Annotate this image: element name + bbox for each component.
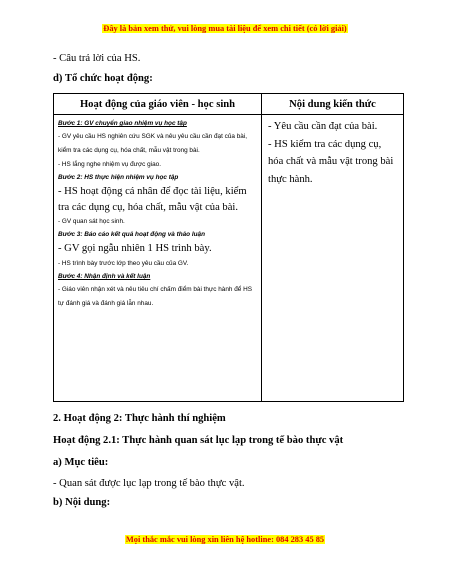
teacher-student-cell (54, 115, 262, 402)
header-teacher-student: Hoạt động của giáo viên - học sinh (54, 94, 262, 115)
preview-notice-text: Đây là bản xem thử, vui lòng mua tài liệu để xem chi tiết (có lời giải) (103, 24, 347, 33)
step1-title: Bước 1: GV chuyển giao nhiệm vụ học tập (58, 120, 187, 127)
activity21-heading: Hoạt động 2.1: Thực hành quan sát lục lạp trong tế bào thực vật (53, 435, 344, 446)
step3-title: Bước 3: Báo cáo kết quả hoạt động và thảo luận (58, 231, 205, 238)
hotline-banner (0, 535, 450, 544)
intro-line: - Câu trả lời của HS. (53, 53, 141, 64)
activity-table (53, 93, 404, 402)
table-body-row (54, 115, 404, 402)
step2-title: Bước 2: HS thực hiện nhiệm vụ học tập (58, 174, 179, 181)
step3-line2: - HS trình bày trước lớp theo yêu cầu của GV. (58, 259, 189, 267)
activity2-heading: 2. Hoạt động 2: Thực hành thí nghiệm (53, 413, 226, 424)
step2-line1: - HS hoạt động cá nhân để đọc tài liệu, kiểm tra các dụng cụ, hóa chất, mẫu vật của bài. (58, 186, 247, 213)
hotline-text: Mọi thắc mắc vui lòng xin liên hệ hotline: 084 283 45 85 (125, 535, 325, 544)
step4-line1: - Giáo viên nhận xét và nêu tiêu chí chấm điểm bài thực hành để HS tự đánh giá và đánh giá lẫn nhau. (58, 285, 252, 307)
step4-title: Bước 4: Nhận định và kết luận (58, 272, 151, 280)
section-d-heading: d) Tổ chức hoạt động: (53, 73, 153, 84)
section-b-heading: b) Nội dung: (53, 497, 111, 508)
table-header-row (54, 94, 404, 115)
preview-notice-banner (0, 24, 450, 33)
step1-line1: - GV yêu cầu HS nghiên cứu SGK và nêu yêu cầu cần đạt của bài, kiểm tra các dụng cụ, hóa chất, mẫu vật trong bài. (58, 133, 248, 154)
section-a-heading: a) Mục tiêu: (53, 457, 109, 468)
step2-line2: - GV quan sát học sinh. (58, 218, 125, 225)
check-materials-line: - HS kiểm tra các dụng cụ, hóa chất và mẫu vật trong bài thực hành. (268, 138, 394, 185)
header-knowledge-content: Nội dung kiến thức (262, 94, 404, 115)
knowledge-content-cell (262, 115, 404, 402)
step3-line1: - GV gọi ngẫu nhiên 1 HS trình bày. (58, 243, 212, 254)
requirement-line: - Yêu cầu cần đạt của bài. (268, 121, 378, 132)
step1-line2: - HS lắng nghe nhiệm vụ được giao. (58, 161, 161, 168)
objective-line: - Quan sát được lục lạp trong tế bào thực vật. (53, 478, 245, 489)
